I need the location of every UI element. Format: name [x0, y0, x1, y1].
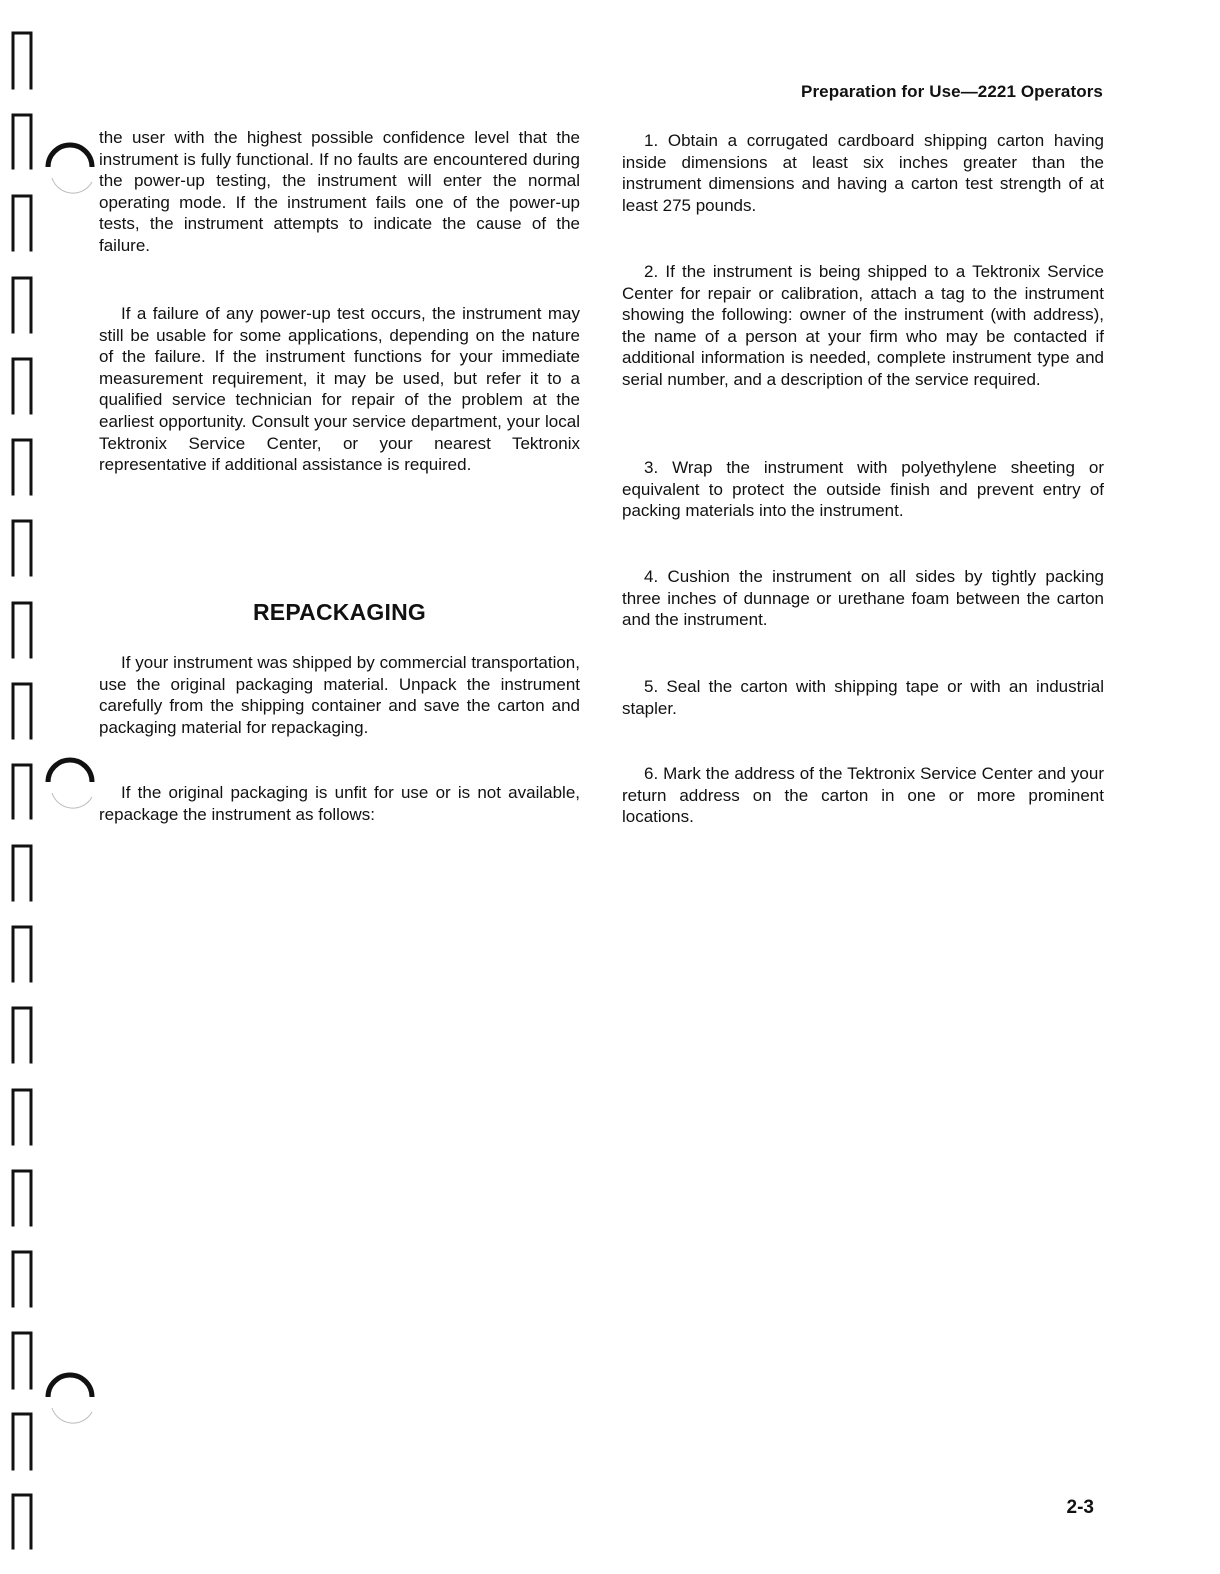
- step-1: [622, 130, 1104, 216]
- step-text: 5. Seal the carton with shipping tape or with an industrial stapler.: [622, 677, 1104, 718]
- step-3: [622, 457, 1104, 522]
- paragraph-text: If a failure of any power-up test occurs, the instrument may still be usable for some applications, depending on the nature of the failure. If the instrument functions for your immediate measurement requirement, it may be used, but refer it to a qualified service technician for repair of the problem at the earliest opportunity. Consult your service department, your local Tektronix Service Center, or your nearest Tektronix representative if additional assistance is required.: [99, 304, 580, 475]
- step-text: 4. Cushion the instrument on all sides by tightly packing three inches of dunnage or urethane foam between the carton and the instrument.: [622, 567, 1104, 630]
- step-text: 2. If the instrument is being shipped to a Tektronix Service Center for repair or calibration, attach a tag to the instrument showing the following: owner of the instrument (with address), the name of a person at your firm who may be contacted if additional information is needed, complete instrument type and serial number, and a description of the service required.: [622, 262, 1104, 389]
- step-text: 6. Mark the address of the Tektronix Service Center and your return address on the carton in one or more prominent locations.: [622, 764, 1104, 827]
- paragraph-text: If your instrument was shipped by commercial transportation, use the original packaging material. Unpack the instrument carefully from the shipping container and save the carton and packaging material for repackaging.: [99, 653, 580, 737]
- page-number: 2-3: [1066, 1497, 1094, 1518]
- step-6: [622, 763, 1104, 828]
- paragraph-text: the user with the highest possible confidence level that the instrument is fully functional. If no faults are encountered during the power-up testing, the instrument will enter the normal operating mode. If the instrument fails one of the power-up tests, the instrument attempts to indicate the cause of the failure.: [99, 128, 580, 255]
- left-paragraph-2: [99, 303, 580, 476]
- left-paragraph-1: [99, 127, 580, 257]
- paragraph-text: If the original packaging is unfit for use or is not available, repackage the instrument as follows:: [99, 783, 580, 824]
- running-header: Preparation for Use—2221 Operators: [801, 82, 1103, 101]
- left-paragraph-3: [99, 652, 580, 738]
- step-5: [622, 676, 1104, 719]
- step-2: [622, 261, 1104, 391]
- step-4: [622, 566, 1104, 631]
- step-text: 1. Obtain a corrugated cardboard shipping carton having inside dimensions at least six inches greater than the instrument dimensions and having a carton test strength of at least 275 pounds.: [622, 131, 1104, 215]
- section-heading-repackaging: REPACKAGING: [252, 599, 426, 625]
- step-text: 3. Wrap the instrument with polyethylene sheeting or equivalent to protect the outside finish and prevent entry of packing materials into the instrument.: [622, 458, 1104, 521]
- left-paragraph-4: [99, 782, 580, 825]
